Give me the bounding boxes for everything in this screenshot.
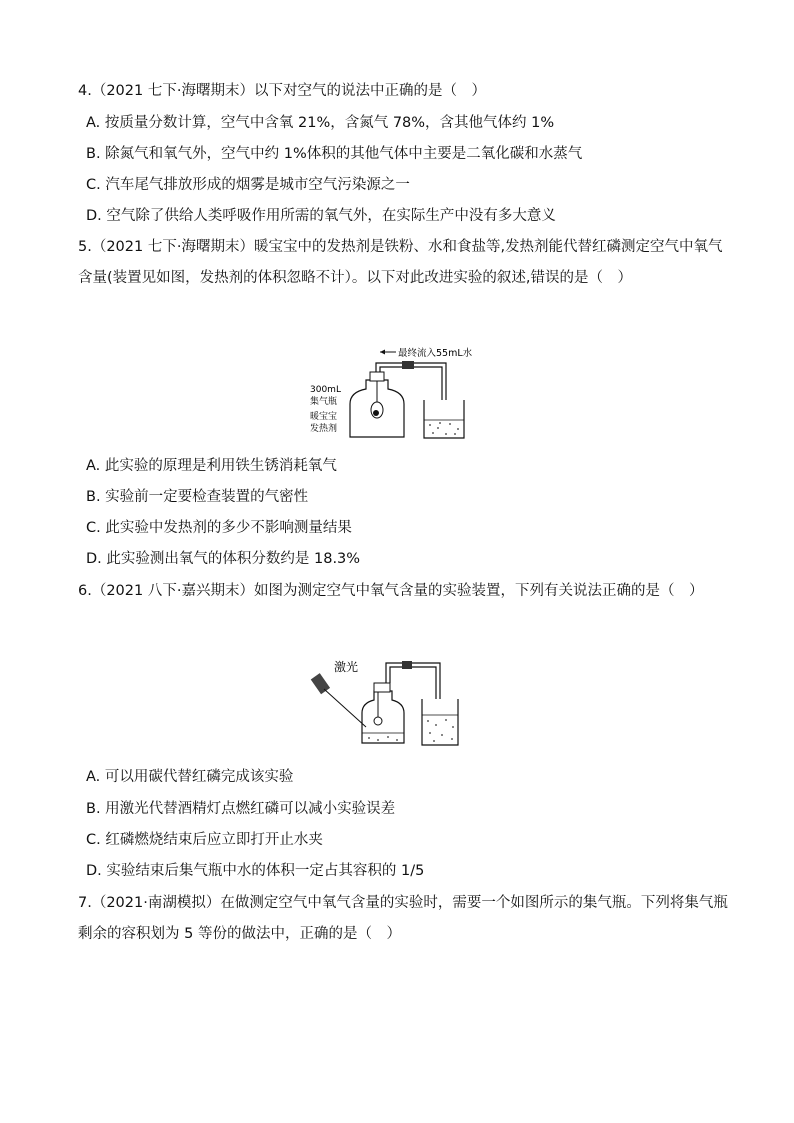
question-6-apparatus-figure [306, 655, 486, 751]
question-4-option-c: C. 汽车尾气排放形成的烟雾是城市空气污染源之一 [86, 177, 410, 193]
label-volume: 300mL [310, 385, 341, 395]
label-agent-1: 暖宝宝 [310, 412, 338, 422]
question-4-option-b: B. 除氮气和氧气外，空气中约 1%体积的其他气体中主要是二氧化碳和水蒸气 [86, 146, 583, 162]
question-7-stem: 7.（2021·南湖模拟）在做测定空气中氧气含量的实验时，需要一个如图所示的集气瓶。下列将集气瓶剩余的容积划为 5 等份的做法中，正确的是（ ） [78, 895, 728, 942]
heating-agent-dot [373, 410, 379, 416]
label-bottle: 集气瓶 [310, 397, 338, 407]
bottle-stopper [374, 683, 390, 692]
arrow-label: 最终流入55mL水 [398, 348, 473, 359]
question-6-option-c: C. 红磷燃烧结束后应立即打开止水夹 [86, 832, 323, 848]
question-4-option-a: A. 按质量分数计算，空气中含氧 21%，含氮气 78%，含其他气体约 1% [86, 115, 555, 131]
question-5-option-c: C. 此实验中发热剂的多少不影响测量结果 [86, 520, 352, 536]
question-4-stem: 4.（2021 七下·海曙期末）以下对空气的说法中正确的是（ ） [78, 83, 486, 99]
question-6-stem: 6.（2021 八下·嘉兴期末）如图为测定空气中氧气含量的实验装置，下列有关说法正确的是（ ） [78, 583, 704, 599]
question-5-apparatus-figure [300, 342, 500, 442]
laser-device [311, 673, 330, 694]
tube-clamp [402, 361, 414, 369]
question-6-option-d: D. 实验结束后集气瓶中水的体积一定占其容积的 1/5 [86, 863, 425, 879]
bottle-water-dots [368, 736, 398, 741]
gas-bottle-shape [362, 691, 404, 743]
laser-beam [324, 689, 366, 727]
bottle-stopper [370, 372, 384, 381]
beaker-shape [424, 400, 464, 438]
connecting-tube [380, 367, 442, 400]
connecting-tube-inner [390, 667, 436, 699]
question-5-option-a: A. 此实验的原理是利用铁生锈消耗氧气 [86, 458, 337, 474]
tube-clamp [402, 661, 412, 669]
beaker-shape [422, 699, 458, 745]
question-5-option-d: D. 此实验测出氧气的体积分数约是 18.3% [86, 551, 361, 567]
question-6-option-b: B. 用激光代替酒精灯点燃红磷可以减小实验误差 [86, 801, 396, 817]
beaker-water-dots [427, 719, 454, 742]
flow-arrow-head [380, 350, 385, 355]
combustion-spoon [374, 717, 382, 725]
label-agent-2: 发热剂 [310, 424, 338, 434]
question-4-option-d: D. 空气除了供给人类呼吸作用所需的氧气外，在实际生产中没有多大意义 [86, 208, 556, 224]
beaker-water-dots [429, 422, 459, 435]
question-5-option-b: B. 实验前一定要检查装置的气密性 [86, 489, 309, 505]
connecting-tube [386, 663, 440, 699]
question-6-option-a: A. 可以用碳代替红磷完成该实验 [86, 769, 294, 785]
laser-label: 激光 [334, 660, 359, 674]
question-5-stem: 5.（2021 七下·海曙期末）暖宝宝中的发热剂是铁粉、水和食盐等,发热剂能代替红磷测定空气中氧气含量(装置见如图，发热剂的体积忽略不计）。以下对此改进实验的叙述,错误的是（ ） [78, 239, 723, 286]
